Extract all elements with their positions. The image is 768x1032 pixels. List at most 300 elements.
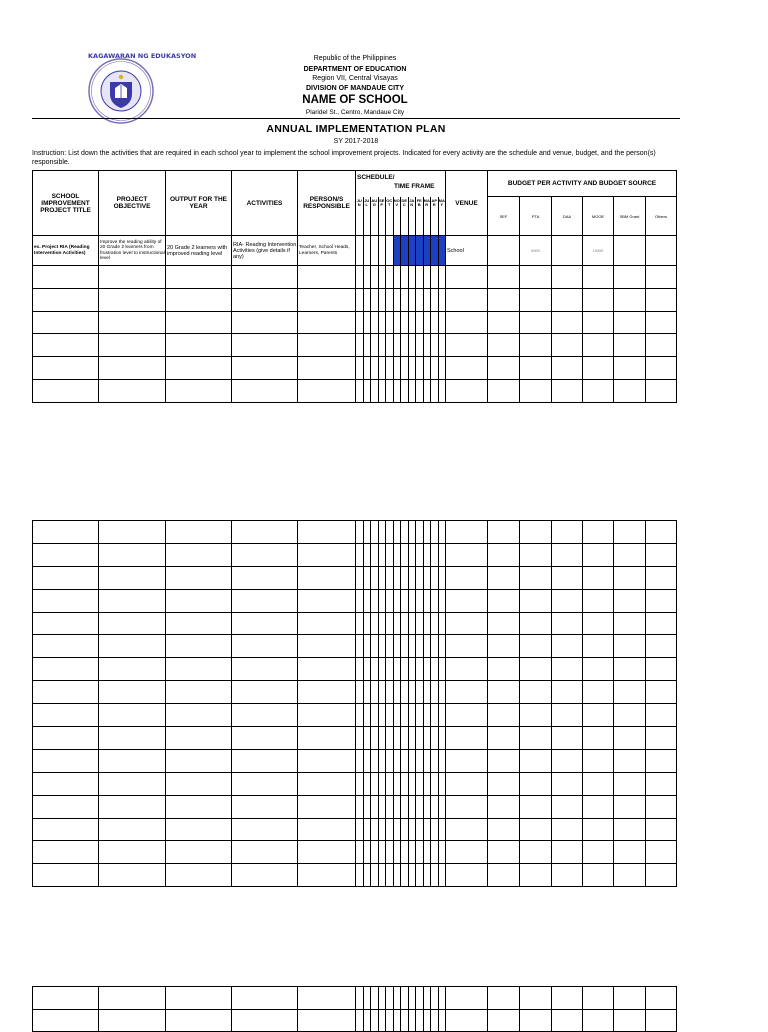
- table-cell[interactable]: [166, 357, 232, 380]
- table-cell[interactable]: [583, 566, 614, 589]
- table-cell[interactable]: [583, 795, 614, 818]
- table-cell[interactable]: [646, 987, 677, 1010]
- table-cell[interactable]: [386, 334, 394, 357]
- table-cell[interactable]: [33, 749, 99, 772]
- table-cell[interactable]: [438, 704, 446, 727]
- table-cell[interactable]: [423, 864, 431, 887]
- table-cell[interactable]: [99, 288, 166, 311]
- table-cell[interactable]: [416, 795, 424, 818]
- table-cell[interactable]: [431, 612, 439, 635]
- table-cell[interactable]: [401, 288, 409, 311]
- table-cell[interactable]: [408, 841, 416, 864]
- table-cell[interactable]: [488, 864, 520, 887]
- table-cell[interactable]: [408, 311, 416, 334]
- table-cell[interactable]: [363, 658, 371, 681]
- table-cell[interactable]: [408, 566, 416, 589]
- table-cell[interactable]: [356, 818, 364, 841]
- table-cell[interactable]: [371, 635, 379, 658]
- table-cell[interactable]: [371, 288, 379, 311]
- table-cell[interactable]: [488, 704, 520, 727]
- table-cell[interactable]: [614, 864, 646, 887]
- table-cell[interactable]: [646, 635, 677, 658]
- table-cell[interactable]: [33, 1009, 99, 1032]
- table-cell[interactable]: [446, 841, 488, 864]
- table-cell[interactable]: [646, 704, 677, 727]
- table-cell[interactable]: [378, 727, 386, 750]
- table-cell[interactable]: [356, 612, 364, 635]
- table-cell[interactable]: [232, 612, 298, 635]
- table-cell[interactable]: [614, 357, 646, 380]
- table-cell[interactable]: [438, 727, 446, 750]
- table-cell[interactable]: [386, 818, 394, 841]
- table-cell[interactable]: [416, 864, 424, 887]
- table-cell[interactable]: [438, 795, 446, 818]
- table-cell[interactable]: [552, 589, 583, 612]
- table-cell[interactable]: [166, 266, 232, 289]
- table-cell[interactable]: [298, 379, 356, 402]
- table-cell[interactable]: [232, 704, 298, 727]
- table-cell[interactable]: [393, 266, 401, 289]
- table-cell[interactable]: [438, 288, 446, 311]
- table-cell[interactable]: [232, 841, 298, 864]
- table-cell[interactable]: [232, 521, 298, 544]
- table-cell[interactable]: [232, 357, 298, 380]
- table-cell[interactable]: [401, 266, 409, 289]
- table-cell[interactable]: [614, 589, 646, 612]
- table-cell[interactable]: [446, 566, 488, 589]
- table-cell[interactable]: [614, 288, 646, 311]
- table-cell[interactable]: [416, 704, 424, 727]
- table-cell[interactable]: [401, 658, 409, 681]
- table-cell[interactable]: [378, 749, 386, 772]
- table-cell[interactable]: [232, 749, 298, 772]
- table-cell[interactable]: [99, 681, 166, 704]
- table-cell[interactable]: [431, 681, 439, 704]
- table-cell[interactable]: [488, 727, 520, 750]
- table-cell[interactable]: [166, 566, 232, 589]
- table-cell[interactable]: [446, 818, 488, 841]
- table-cell[interactable]: [416, 818, 424, 841]
- table-cell[interactable]: [552, 795, 583, 818]
- table-cell[interactable]: [431, 311, 439, 334]
- table-cell[interactable]: [416, 357, 424, 380]
- table-cell[interactable]: [401, 987, 409, 1010]
- table-cell[interactable]: [614, 704, 646, 727]
- table-cell[interactable]: [446, 543, 488, 566]
- table-cell[interactable]: [423, 795, 431, 818]
- table-cell[interactable]: [646, 864, 677, 887]
- table-cell[interactable]: [408, 589, 416, 612]
- table-cell[interactable]: [446, 334, 488, 357]
- table-cell[interactable]: [431, 727, 439, 750]
- table-cell[interactable]: [488, 589, 520, 612]
- table-cell[interactable]: [423, 818, 431, 841]
- table-cell[interactable]: [363, 589, 371, 612]
- table-cell[interactable]: [166, 334, 232, 357]
- table-cell[interactable]: [298, 864, 356, 887]
- table-cell[interactable]: [646, 543, 677, 566]
- table-cell[interactable]: [583, 311, 614, 334]
- table-cell[interactable]: [488, 266, 520, 289]
- table-cell[interactable]: [298, 749, 356, 772]
- table-cell[interactable]: [446, 681, 488, 704]
- table-cell[interactable]: [552, 1009, 583, 1032]
- table-cell[interactable]: [488, 288, 520, 311]
- table-cell[interactable]: [371, 987, 379, 1010]
- table-cell[interactable]: [386, 311, 394, 334]
- table-cell[interactable]: [166, 841, 232, 864]
- table-cell[interactable]: [552, 841, 583, 864]
- table-cell[interactable]: [438, 566, 446, 589]
- table-cell[interactable]: [408, 612, 416, 635]
- table-cell[interactable]: [166, 749, 232, 772]
- table-cell[interactable]: [298, 566, 356, 589]
- table-cell[interactable]: [646, 681, 677, 704]
- table-cell[interactable]: [446, 288, 488, 311]
- table-cell[interactable]: [520, 1009, 552, 1032]
- table-cell[interactable]: [488, 379, 520, 402]
- table-cell[interactable]: [408, 987, 416, 1010]
- table-cell[interactable]: [416, 749, 424, 772]
- table-cell[interactable]: [408, 864, 416, 887]
- table-cell[interactable]: [431, 288, 439, 311]
- table-cell[interactable]: [386, 589, 394, 612]
- table-cell[interactable]: [386, 379, 394, 402]
- table-cell[interactable]: [401, 334, 409, 357]
- table-cell[interactable]: [378, 543, 386, 566]
- table-cell[interactable]: [408, 379, 416, 402]
- table-cell[interactable]: [646, 334, 677, 357]
- table-cell[interactable]: [583, 681, 614, 704]
- table-cell[interactable]: [33, 589, 99, 612]
- table-cell[interactable]: [488, 841, 520, 864]
- table-cell[interactable]: [446, 987, 488, 1010]
- table-cell[interactable]: [583, 727, 614, 750]
- table-cell[interactable]: [33, 566, 99, 589]
- table-cell[interactable]: [488, 795, 520, 818]
- table-cell[interactable]: [646, 589, 677, 612]
- table-cell[interactable]: [356, 1009, 364, 1032]
- table-cell[interactable]: [646, 749, 677, 772]
- table-cell[interactable]: [438, 589, 446, 612]
- table-cell[interactable]: [438, 521, 446, 544]
- table-cell[interactable]: [488, 543, 520, 566]
- table-cell[interactable]: [371, 543, 379, 566]
- table-cell[interactable]: [614, 266, 646, 289]
- table-cell[interactable]: [378, 772, 386, 795]
- table-cell[interactable]: [583, 772, 614, 795]
- table-cell[interactable]: [363, 334, 371, 357]
- table-cell[interactable]: [416, 334, 424, 357]
- table-cell[interactable]: [423, 334, 431, 357]
- table-cell[interactable]: [356, 635, 364, 658]
- table-cell[interactable]: [371, 266, 379, 289]
- table-cell[interactable]: [232, 658, 298, 681]
- table-cell[interactable]: [371, 841, 379, 864]
- table-cell[interactable]: [552, 772, 583, 795]
- table-cell[interactable]: [423, 841, 431, 864]
- table-cell[interactable]: [386, 543, 394, 566]
- table-cell[interactable]: [520, 749, 552, 772]
- table-cell[interactable]: [33, 266, 99, 289]
- table-cell[interactable]: [363, 311, 371, 334]
- table-cell[interactable]: [520, 521, 552, 544]
- table-cell[interactable]: [371, 521, 379, 544]
- table-cell[interactable]: [401, 681, 409, 704]
- table-cell[interactable]: [166, 795, 232, 818]
- table-cell[interactable]: [408, 681, 416, 704]
- table-cell[interactable]: [583, 612, 614, 635]
- table-cell[interactable]: [33, 311, 99, 334]
- table-cell[interactable]: [416, 521, 424, 544]
- table-cell[interactable]: [356, 543, 364, 566]
- table-cell[interactable]: [356, 357, 364, 380]
- table-cell[interactable]: [378, 704, 386, 727]
- table-cell[interactable]: [298, 612, 356, 635]
- table-cell[interactable]: [431, 772, 439, 795]
- table-cell[interactable]: [33, 727, 99, 750]
- table-cell[interactable]: [552, 727, 583, 750]
- table-cell[interactable]: [363, 288, 371, 311]
- table-cell[interactable]: [520, 334, 552, 357]
- table-cell[interactable]: [371, 658, 379, 681]
- table-cell[interactable]: [520, 635, 552, 658]
- table-cell[interactable]: [386, 658, 394, 681]
- table-cell[interactable]: [33, 841, 99, 864]
- table-cell[interactable]: [646, 772, 677, 795]
- table-cell[interactable]: [99, 311, 166, 334]
- table-cell[interactable]: [363, 749, 371, 772]
- table-cell[interactable]: [488, 658, 520, 681]
- table-cell[interactable]: [552, 612, 583, 635]
- table-cell[interactable]: [401, 841, 409, 864]
- table-cell[interactable]: [431, 379, 439, 402]
- table-cell[interactable]: [99, 635, 166, 658]
- table-cell[interactable]: [646, 1009, 677, 1032]
- table-cell[interactable]: [378, 589, 386, 612]
- table-cell[interactable]: [431, 1009, 439, 1032]
- table-cell[interactable]: [431, 566, 439, 589]
- table-cell[interactable]: [583, 818, 614, 841]
- table-cell[interactable]: [99, 772, 166, 795]
- table-cell[interactable]: [416, 727, 424, 750]
- table-cell[interactable]: [520, 987, 552, 1010]
- table-cell[interactable]: [99, 727, 166, 750]
- table-cell[interactable]: [378, 288, 386, 311]
- table-cell[interactable]: [488, 357, 520, 380]
- table-cell[interactable]: [646, 658, 677, 681]
- table-cell[interactable]: [583, 987, 614, 1010]
- table-cell[interactable]: [488, 681, 520, 704]
- table-cell[interactable]: [166, 681, 232, 704]
- table-cell[interactable]: [488, 1009, 520, 1032]
- table-cell[interactable]: [438, 1009, 446, 1032]
- table-cell[interactable]: [99, 566, 166, 589]
- table-cell[interactable]: [520, 589, 552, 612]
- table-cell[interactable]: [488, 311, 520, 334]
- table-cell[interactable]: [386, 1009, 394, 1032]
- table-cell[interactable]: [99, 864, 166, 887]
- table-cell[interactable]: [386, 521, 394, 544]
- table-cell[interactable]: [33, 704, 99, 727]
- table-cell[interactable]: [356, 864, 364, 887]
- table-cell[interactable]: [614, 635, 646, 658]
- table-cell[interactable]: [363, 521, 371, 544]
- table-cell[interactable]: [614, 1009, 646, 1032]
- table-cell[interactable]: [99, 589, 166, 612]
- table-cell[interactable]: [416, 266, 424, 289]
- table-cell[interactable]: [356, 379, 364, 402]
- table-cell[interactable]: [552, 681, 583, 704]
- table-cell[interactable]: [232, 1009, 298, 1032]
- table-cell[interactable]: [298, 334, 356, 357]
- table-cell[interactable]: [646, 357, 677, 380]
- table-cell[interactable]: [438, 357, 446, 380]
- table-cell[interactable]: [583, 864, 614, 887]
- table-cell[interactable]: [646, 818, 677, 841]
- table-cell[interactable]: [646, 379, 677, 402]
- table-cell[interactable]: [408, 704, 416, 727]
- table-cell[interactable]: [386, 288, 394, 311]
- table-cell[interactable]: [416, 379, 424, 402]
- table-cell[interactable]: [363, 727, 371, 750]
- table-cell[interactable]: [371, 749, 379, 772]
- table-cell[interactable]: [232, 334, 298, 357]
- table-cell[interactable]: [583, 704, 614, 727]
- table-cell[interactable]: [401, 704, 409, 727]
- table-cell[interactable]: [356, 266, 364, 289]
- table-cell[interactable]: [614, 658, 646, 681]
- table-cell[interactable]: [393, 612, 401, 635]
- table-cell[interactable]: [166, 288, 232, 311]
- table-cell[interactable]: [99, 795, 166, 818]
- table-cell[interactable]: [401, 1009, 409, 1032]
- table-cell[interactable]: [356, 727, 364, 750]
- table-cell[interactable]: [401, 357, 409, 380]
- table-cell[interactable]: [583, 334, 614, 357]
- table-cell[interactable]: [232, 864, 298, 887]
- table-cell[interactable]: [423, 704, 431, 727]
- table-cell[interactable]: [614, 311, 646, 334]
- table-cell[interactable]: [378, 681, 386, 704]
- table-cell[interactable]: [33, 772, 99, 795]
- table-cell[interactable]: [386, 864, 394, 887]
- table-cell[interactable]: [401, 589, 409, 612]
- table-cell[interactable]: [363, 818, 371, 841]
- table-cell[interactable]: [583, 841, 614, 864]
- table-cell[interactable]: [520, 727, 552, 750]
- table-cell[interactable]: [99, 818, 166, 841]
- table-cell[interactable]: [363, 704, 371, 727]
- table-cell[interactable]: [423, 379, 431, 402]
- table-cell[interactable]: [166, 379, 232, 402]
- table-cell[interactable]: [298, 681, 356, 704]
- table-cell[interactable]: [438, 334, 446, 357]
- table-cell[interactable]: [386, 772, 394, 795]
- table-cell[interactable]: [423, 357, 431, 380]
- table-cell[interactable]: [646, 566, 677, 589]
- table-cell[interactable]: [298, 727, 356, 750]
- table-cell[interactable]: [363, 795, 371, 818]
- table-cell[interactable]: [166, 727, 232, 750]
- table-cell[interactable]: [356, 772, 364, 795]
- table-cell[interactable]: [431, 658, 439, 681]
- table-cell[interactable]: [438, 772, 446, 795]
- table-cell[interactable]: [583, 357, 614, 380]
- table-cell[interactable]: [378, 987, 386, 1010]
- table-cell[interactable]: [431, 864, 439, 887]
- table-cell[interactable]: [446, 772, 488, 795]
- table-cell[interactable]: [423, 635, 431, 658]
- table-cell[interactable]: [438, 749, 446, 772]
- table-cell[interactable]: [363, 266, 371, 289]
- table-cell[interactable]: [488, 334, 520, 357]
- table-cell[interactable]: [393, 288, 401, 311]
- table-cell[interactable]: [232, 266, 298, 289]
- table-cell[interactable]: [438, 864, 446, 887]
- table-cell[interactable]: [552, 658, 583, 681]
- table-cell[interactable]: [166, 864, 232, 887]
- table-cell[interactable]: [614, 334, 646, 357]
- table-cell[interactable]: [614, 566, 646, 589]
- table-cell[interactable]: [33, 681, 99, 704]
- table-cell[interactable]: [232, 543, 298, 566]
- table-cell[interactable]: [552, 543, 583, 566]
- table-cell[interactable]: [371, 818, 379, 841]
- table-cell[interactable]: [423, 521, 431, 544]
- table-cell[interactable]: [438, 681, 446, 704]
- table-cell[interactable]: [298, 266, 356, 289]
- table-cell[interactable]: [614, 612, 646, 635]
- table-cell[interactable]: [298, 704, 356, 727]
- table-cell[interactable]: [298, 543, 356, 566]
- table-cell[interactable]: [99, 704, 166, 727]
- table-cell[interactable]: [431, 357, 439, 380]
- table-cell[interactable]: [386, 681, 394, 704]
- table-cell[interactable]: [166, 589, 232, 612]
- table-cell[interactable]: [401, 543, 409, 566]
- table-cell[interactable]: [423, 288, 431, 311]
- table-cell[interactable]: [438, 311, 446, 334]
- table-cell[interactable]: [446, 357, 488, 380]
- table-cell[interactable]: [446, 795, 488, 818]
- table-cell[interactable]: [393, 311, 401, 334]
- table-cell[interactable]: [371, 681, 379, 704]
- table-cell[interactable]: [552, 566, 583, 589]
- table-cell[interactable]: [393, 521, 401, 544]
- table-cell[interactable]: [166, 818, 232, 841]
- table-cell[interactable]: [33, 521, 99, 544]
- table-cell[interactable]: [298, 818, 356, 841]
- table-cell[interactable]: [393, 681, 401, 704]
- table-cell[interactable]: [99, 334, 166, 357]
- table-cell[interactable]: [416, 566, 424, 589]
- table-cell[interactable]: [646, 288, 677, 311]
- table-cell[interactable]: [378, 379, 386, 402]
- table-cell[interactable]: [371, 704, 379, 727]
- table-cell[interactable]: [356, 704, 364, 727]
- table-cell[interactable]: [401, 566, 409, 589]
- table-cell[interactable]: [438, 266, 446, 289]
- table-cell[interactable]: [431, 818, 439, 841]
- table-cell[interactable]: [33, 357, 99, 380]
- table-cell[interactable]: [386, 704, 394, 727]
- table-cell[interactable]: [99, 521, 166, 544]
- table-cell[interactable]: [431, 749, 439, 772]
- table-cell[interactable]: [232, 635, 298, 658]
- table-cell[interactable]: [378, 311, 386, 334]
- table-cell[interactable]: [408, 818, 416, 841]
